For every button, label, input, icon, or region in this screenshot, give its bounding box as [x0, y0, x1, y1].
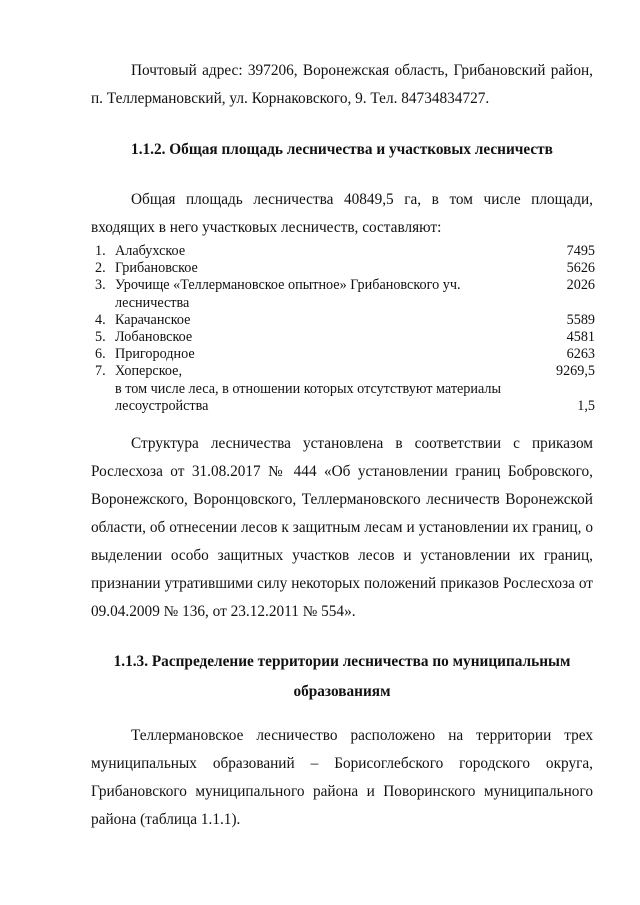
item-value: 4581 — [566, 329, 595, 346]
item-name: Карачанское — [115, 311, 191, 328]
note-value: 1,5 — [577, 397, 595, 414]
item-value: 2026 — [566, 277, 595, 294]
item-name: Грибановское — [115, 260, 198, 277]
item-value: 5589 — [566, 311, 595, 328]
item-name: Урочище «Теллермановское опытное» Грибановского уч. лесничества — [115, 277, 461, 311]
item-value: 7495 — [566, 243, 595, 259]
item-name: Пригородное — [115, 346, 195, 363]
item-name: Алабухское — [115, 243, 186, 259]
note-text: в том числе леса, в отношении которых отсутствуют материалы лесоустройства — [115, 380, 502, 414]
list-item — [95, 329, 595, 346]
list-item — [95, 277, 595, 311]
item-number: 1. — [95, 243, 106, 259]
forestry-area-list — [95, 243, 595, 415]
item-number: 6. — [95, 346, 106, 363]
list-item — [95, 346, 595, 363]
item-value: 6263 — [566, 346, 595, 363]
section-heading-1-1-3: 1.1.3. Распределение территории лесничества по муниципальным образованиям — [113, 653, 571, 700]
list-item — [95, 312, 595, 329]
list-item — [95, 243, 595, 260]
item-number: 3. — [95, 277, 106, 294]
municipal-paragraph: Теллермановское лесничество расположено на территории трех муниципальных образований – Борисоглебского городского округа, Грибановского муниципального района и Поворинского муниципального района (таблица 1.1.1). — [91, 727, 593, 828]
list-item — [95, 363, 595, 380]
item-number: 4. — [95, 311, 106, 328]
section-heading-1-1-2: 1.1.2. Общая площадь лесничества и участковых лесничеств — [131, 141, 553, 158]
item-number: 5. — [95, 329, 106, 346]
postal-address: Почтовый адрес: 397206, Воронежская область, Грибановский район, п. Теллермановский, ул. Корнаковского, 9. Тел. 84734834727. — [91, 62, 593, 107]
item-value: 9269,5 — [555, 363, 595, 380]
area-intro: Общая площадь лесничества 40849,5 га, в том числе площади, входящих в него участковых лесничеств, составляют: — [91, 191, 593, 236]
item-number: 2. — [95, 260, 106, 277]
list-item — [95, 260, 595, 277]
item-value: 5626 — [566, 260, 595, 277]
item-name: Хоперское, — [115, 363, 183, 380]
item-number: 7. — [95, 363, 106, 380]
item-name: Лобановское — [115, 329, 193, 346]
list-item-note — [95, 381, 595, 415]
structure-paragraph: Структура лесничества установлена в соответствии с приказом Рослесхоза от 31.08.2017 № 444 «Об установлении границ Бобровского, Воронежского, Воронцовского, Теллермановского лесничеств Воронежской области, об отнесении лесов к защитным лесам и установлении их границ, о выделении особо защитных участков лесов и установлении их границ, признании утратившими силу некоторых положений приказов Рослесхоза от 09.04.2009 № 136, от 23.12.2011 № 554». — [91, 435, 593, 620]
